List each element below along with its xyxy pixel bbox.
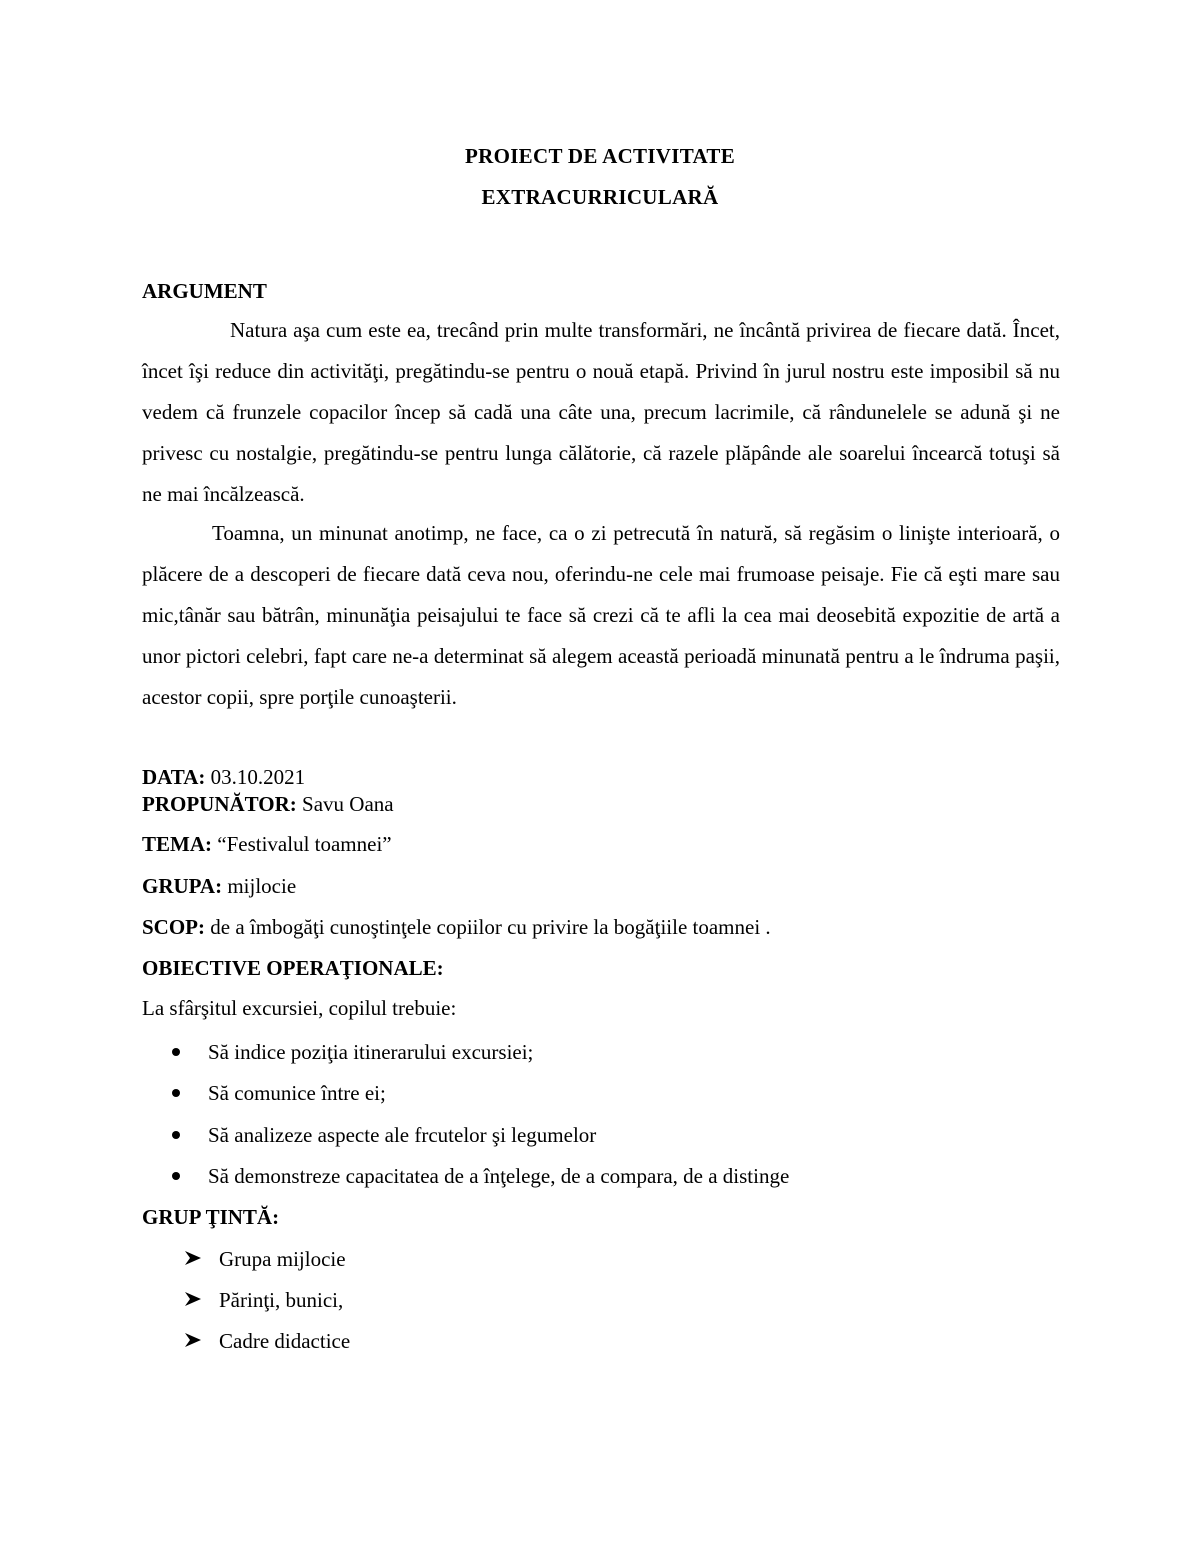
purpose-field	[142, 915, 771, 940]
argument-paragraph-2: Toamna, un minunat anotimp, ne face, ca o zi petrecută în natură, să regăsim o linişte interioară, o plăcere de a descoperi de fiecare dată ceva nou, oferindu-ne cele mai frumoase peisaje. Fie că eşti mare sau mic,tânăr sau bătrân, minunăţia peisajului te face să crezi că te afli la cea mai deosebită expozitie de artă a unor pictori celebri, fapt care ne-a determinat să alegem această perioadă minunată pentru a le îndruma paşii, acestor copii, spre porţile cunoaşterii.	[142, 521, 1060, 709]
purpose-value: de a îmbogăţi cunoştinţele copiilor cu privire la bogăţiile toamnei .	[205, 915, 771, 939]
group-label: GRUPA:	[142, 874, 223, 898]
bullet-icon	[172, 1089, 180, 1097]
objective-item-text: Să demonstreze capacitatea de a înţelege, de a compara, de a distinge	[208, 1164, 790, 1188]
objective-item	[172, 1040, 533, 1065]
target-group-item-text: Grupa mijlocie	[219, 1247, 346, 1271]
arrowhead-bullet-icon	[183, 1288, 205, 1313]
document-title-line1: PROIECT DE ACTIVITATE	[464, 144, 736, 168]
bullet-icon	[172, 1048, 180, 1056]
theme-value: “Festivalul toamnei”	[212, 832, 392, 856]
target-group-item-text: Părinţi, bunici,	[219, 1288, 344, 1312]
objectives-heading: OBIECTIVE OPERAŢIONALE:	[142, 956, 444, 980]
bullet-icon	[172, 1172, 180, 1180]
objective-item-text: Să analizeze aspecte ale frcutelor şi legumelor	[208, 1123, 597, 1147]
target-group-item	[183, 1247, 346, 1274]
objective-item-text: Să indice poziţia itinerarului excursiei;	[208, 1040, 534, 1064]
argument-paragraph-1: Natura aşa cum este ea, trecând prin multe transformări, ne încântă privirea de fiecare dată. Încet, încet îşi reduce din activităţi, pregătindu-se pentru o nouă etapă. Privind în jurul nostru este imposibil să nu vedem că frunzele copacilor încep să cadă una câte una, precum lacrimile, că rândunelele se adună şi ne privesc cu nostalgie, pregătindu-se pentru lunga călătorie, că razele plăpânde ale soarelui încearcă totuşi să ne mai încălzească.	[142, 318, 1060, 506]
document-title-line2: EXTRACURRICULARĂ	[481, 185, 719, 209]
objective-item	[172, 1123, 596, 1148]
proposer-value: Savu Oana	[296, 792, 394, 816]
target-group-item	[183, 1329, 350, 1356]
objectives-intro: La sfârşitul excursiei, copilul trebuie:	[142, 996, 457, 1020]
theme-label: TEMA:	[142, 832, 212, 856]
target-group-item	[183, 1288, 343, 1315]
objective-item-text: Să comunice între ei;	[208, 1081, 386, 1105]
date-label: DATA:	[142, 765, 206, 789]
bullet-icon	[172, 1131, 180, 1139]
target-group-item-text: Cadre didactice	[219, 1329, 351, 1353]
objective-item	[172, 1164, 789, 1189]
objective-item	[172, 1081, 386, 1106]
target-group-heading: GRUP ŢINTĂ:	[142, 1205, 280, 1229]
arrowhead-bullet-icon	[183, 1247, 205, 1272]
arrowhead-bullet-icon	[183, 1329, 205, 1354]
theme-field	[142, 832, 392, 857]
group-field	[142, 874, 296, 899]
date-value: 03.10.2021	[205, 765, 306, 789]
group-value: mijlocie	[222, 874, 297, 898]
purpose-label: SCOP:	[142, 915, 205, 939]
proposer-field	[142, 792, 394, 817]
date-field	[142, 765, 305, 790]
argument-heading: ARGUMENT	[142, 279, 267, 303]
proposer-label: PROPUNĂTOR:	[142, 792, 297, 816]
